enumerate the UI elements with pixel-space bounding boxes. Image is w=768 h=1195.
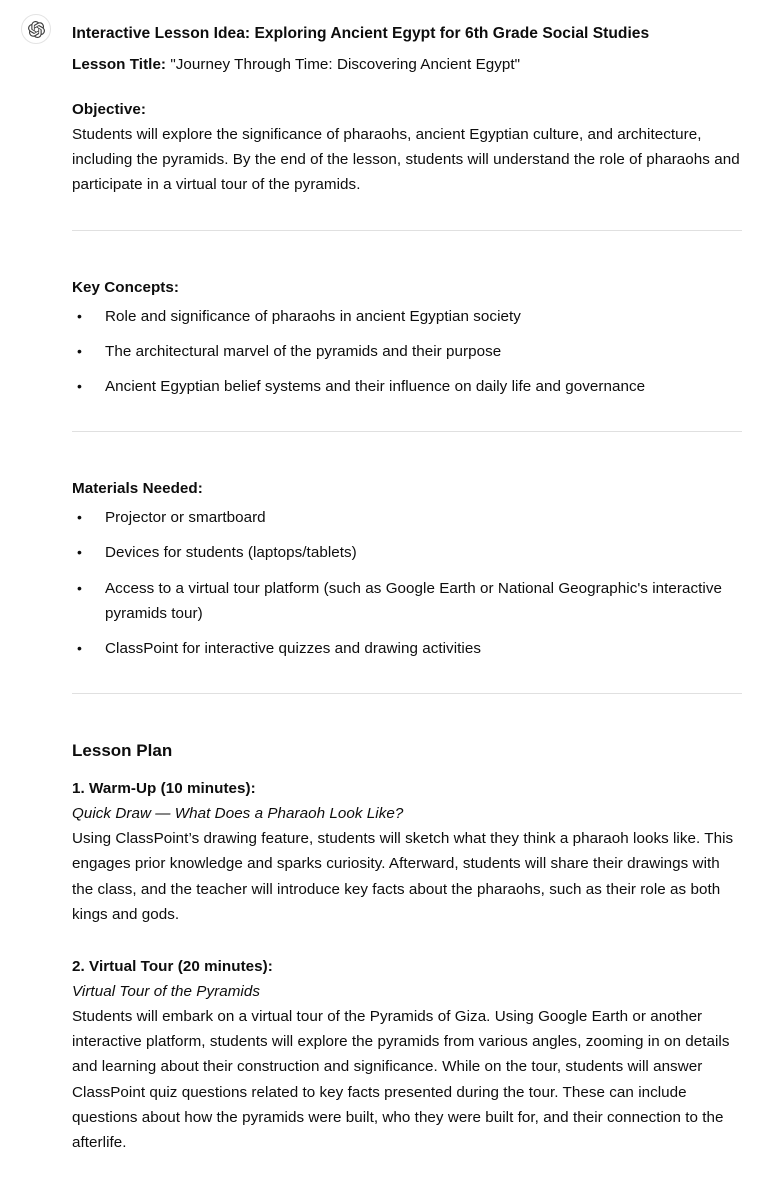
materials-heading: Materials Needed: (72, 480, 203, 498)
list-item: • Projector or smartboard (72, 505, 742, 530)
key-concepts-heading: Key Concepts: (72, 278, 179, 296)
materials-list (72, 505, 742, 661)
list-item: • Devices for students (laptops/tablets) (72, 540, 742, 565)
list-item: • Ancient Egyptian belief systems and their influence on daily life and governance (72, 374, 742, 399)
step-subtitle: Virtual Tour of the Pyramids (72, 983, 260, 1001)
objective-body: Students will explore the significance of pharaohs, ancient Egyptian culture, and architecture, including the pyramids. By the end of the lesson, students will understand the role of pharaohs and participate in a virtual tour of the pyramids. (72, 126, 740, 194)
objective-heading: Objective: (72, 101, 146, 118)
step-body: Using ClassPoint’s drawing feature, students will sketch what they think a pharaoh looks like. This engages prior knowledge and sparks curiosity. Afterward, students will share their drawings with the class, and the teacher will introduce key facts about the pharaohs, such as their role as both kings and gods. (72, 830, 734, 923)
lesson-title-value: "Journey Through Time: Discovering Ancient Egypt" (166, 56, 521, 73)
message-title: Interactive Lesson Idea: Exploring Ancient Egypt for 6th Grade Social Studies (72, 25, 650, 42)
key-concepts-list (72, 304, 742, 400)
lesson-step-1 (72, 776, 742, 927)
lesson-title-line (72, 53, 742, 77)
step-title: 2. Virtual Tour (20 minutes): (72, 958, 273, 976)
step-title: 1. Warm-Up (10 minutes): (72, 780, 256, 798)
list-item: • Role and significance of pharaohs in ancient Egyptian society (72, 304, 742, 329)
assistant-message (72, 12, 742, 1155)
step-body: Students will embark on a virtual tour of the Pyramids of Giza. Using Google Earth or another interactive platform, students will explore the pyramids from various angles, zooming in on details and learning about their construction and significance. While on the tour, students will answer ClassPoint quiz questions related to key facts presented during the tour. These can include questions about how the pyramids were built, who they were built for, and their connection to the afterlife. (72, 1008, 730, 1152)
lesson-step-2 (72, 954, 742, 1155)
step-subtitle: Quick Draw — What Does a Pharaoh Look Like? (72, 805, 404, 823)
list-item: • The architectural marvel of the pyramids and their purpose (72, 339, 742, 364)
lesson-plan-heading: Lesson Plan (72, 741, 173, 761)
list-item: • Access to a virtual tour platform (such as Google Earth or National Geographic's interactive pyramids tour) (72, 576, 742, 626)
list-item: • ClassPoint for interactive quizzes and drawing activities (72, 636, 742, 661)
lesson-title-label: Lesson Title: (72, 56, 167, 73)
assistant-avatar (21, 14, 51, 44)
openai-logo-icon (28, 21, 45, 38)
